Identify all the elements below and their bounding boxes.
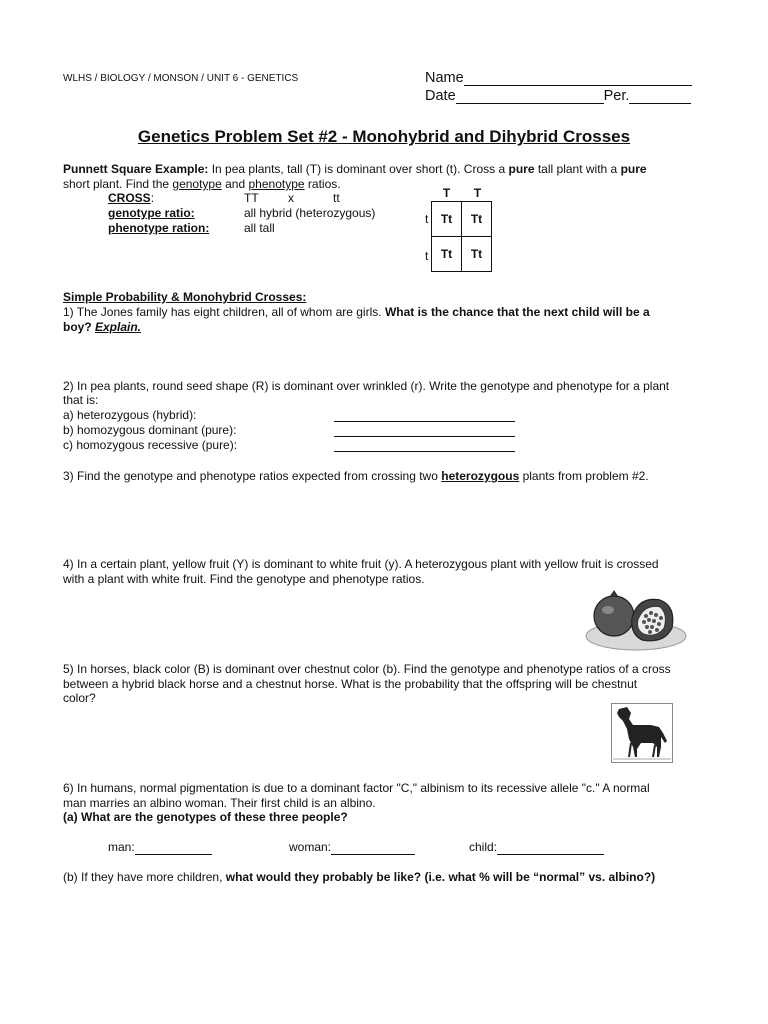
answer-line-2b[interactable] — [334, 436, 515, 437]
q1-bold: What is the chance that the next child will be a — [384, 305, 650, 319]
question-6-line-1: 6) In humans, normal pigmentation is due to a dominant factor "C," albinism to its recessive allele "c." A normal — [63, 781, 650, 795]
question-1-line-2 — [63, 320, 141, 335]
child-label: child: — [469, 840, 498, 854]
example-text-3: short plant. Find the — [63, 177, 173, 191]
example-lead: Punnett Square Example: — [63, 162, 209, 176]
question-2-line-2: that is: — [63, 393, 99, 407]
pomegranate-illustration — [580, 588, 688, 652]
genotype-ratio-label-text: genotype ratio: — [108, 206, 195, 220]
answer-line-2a[interactable] — [334, 421, 515, 422]
date-label: Date — [425, 88, 456, 104]
child-field — [469, 840, 604, 855]
question-5-line-2: between a hybrid black horse and a chestnut horse. What is the probability that the offspring will be chestnut — [63, 677, 638, 691]
man-blank[interactable] — [135, 842, 212, 855]
cross-parent-1: TT — [244, 191, 259, 205]
woman-label: woman: — [289, 840, 332, 854]
cross-label-text: CROSS — [108, 191, 151, 205]
punnett-cell: Tt — [461, 236, 492, 272]
question-3 — [63, 469, 649, 484]
example-phenotype: phenotype — [248, 177, 305, 191]
question-2c: c) homozygous recessive (pure): — [63, 438, 238, 452]
punnett-side-2: t — [425, 249, 429, 263]
answer-line-2c[interactable] — [334, 451, 515, 452]
genotype-ratio-label — [108, 206, 195, 221]
example-text-2: tall plant with a — [534, 162, 621, 176]
phenotype-ratio-value: all tall — [244, 221, 275, 235]
q6b-bold: what would they probably be like? (i.e. what % will be “normal” vs. albino?) — [225, 870, 656, 884]
question-2b: b) homozygous dominant (pure): — [63, 423, 237, 437]
woman-field — [289, 840, 415, 855]
example-pure-2: pure — [620, 162, 647, 176]
punnett-cell: Tt — [431, 201, 462, 237]
section-heading-text: Simple Probability & Monohybrid Crosses: — [63, 290, 307, 304]
horse-illustration — [611, 703, 673, 763]
q6a-text: (a) What are the genotypes of these three people? — [63, 810, 348, 824]
example-line-1 — [63, 162, 647, 177]
example-text-1: In pea plants, tall (T) is dominant over short (t). Cross a — [208, 162, 509, 176]
question-1-line-1 — [63, 305, 650, 320]
q1-boy: boy? — [63, 320, 95, 334]
punnett-cell: Tt — [431, 236, 462, 272]
q6b-text: (b) If they have more children, — [63, 870, 226, 884]
course-header: WLHS / BIOLOGY / MONSON / UNIT 6 - GENETICS — [63, 73, 299, 84]
question-2a: a) heterozygous (hybrid): — [63, 408, 197, 422]
example-text-5: ratios. — [304, 177, 341, 191]
date-blank — [456, 91, 604, 104]
punnett-side-1: t — [425, 212, 429, 226]
question-4-line-1: 4) In a certain plant, yellow fruit (Y) is dominant to white fruit (y). A heterozygous plant with yellow fruit is crossed — [63, 557, 659, 571]
name-blank — [464, 73, 692, 86]
child-blank[interactable] — [497, 842, 604, 855]
man-label: man: — [108, 840, 135, 854]
page-title: Genetics Problem Set #2 - Monohybrid and Dihybrid Crosses — [137, 127, 631, 146]
question-6-line-2: man marries an albino woman. Their first child is an albino. — [63, 796, 376, 810]
genotype-ratio-value: all hybrid (heterozygous) — [244, 206, 376, 220]
per-label: Per. — [603, 88, 630, 104]
example-pure-1: pure — [508, 162, 535, 176]
date-field — [425, 88, 691, 104]
question-5-line-3: color? — [63, 691, 96, 705]
cross-label — [108, 191, 154, 206]
cross-parent-2: tt — [333, 191, 340, 205]
q1-explain: Explain. — [95, 320, 142, 334]
punnett-cell: Tt — [461, 201, 492, 237]
q3-text-1: 3) Find the genotype and phenotype ratios expected from crossing two — [63, 469, 442, 483]
phenotype-ratio-label-text: phenotype ration: — [108, 221, 210, 235]
example-line-2 — [63, 177, 341, 192]
question-6b — [63, 870, 655, 885]
woman-blank[interactable] — [331, 842, 415, 855]
q1-text: 1) The Jones family has eight children, all of whom are girls. — [63, 305, 385, 319]
question-2-line-1: 2) In pea plants, round seed shape (R) is dominant over wrinkled (r). Write the genotype and phenotype for a plant — [63, 379, 670, 393]
name-label: Name — [425, 70, 464, 86]
question-4-line-2: with a plant with white fruit. Find the genotype and phenotype ratios. — [63, 572, 425, 586]
question-5-line-1: 5) In horses, black color (B) is dominant over chestnut color (b). Find the genotype and phenotype ratios of a cross — [63, 662, 671, 676]
q3-heterozygous: heterozygous — [441, 469, 520, 483]
example-text-4: and — [221, 177, 249, 191]
q3-text-2: plants from problem #2. — [519, 469, 649, 483]
cross-colon: : — [150, 191, 155, 205]
name-field — [425, 70, 692, 86]
question-6a — [63, 810, 348, 825]
man-field — [108, 840, 212, 855]
section-heading — [63, 290, 306, 305]
example-genotype: genotype — [172, 177, 222, 191]
per-blank — [629, 91, 691, 104]
cross-x: x — [288, 191, 294, 205]
phenotype-ratio-label — [108, 221, 209, 236]
punnett-top-2: T — [473, 186, 482, 200]
punnett-top-1: T — [442, 186, 451, 200]
